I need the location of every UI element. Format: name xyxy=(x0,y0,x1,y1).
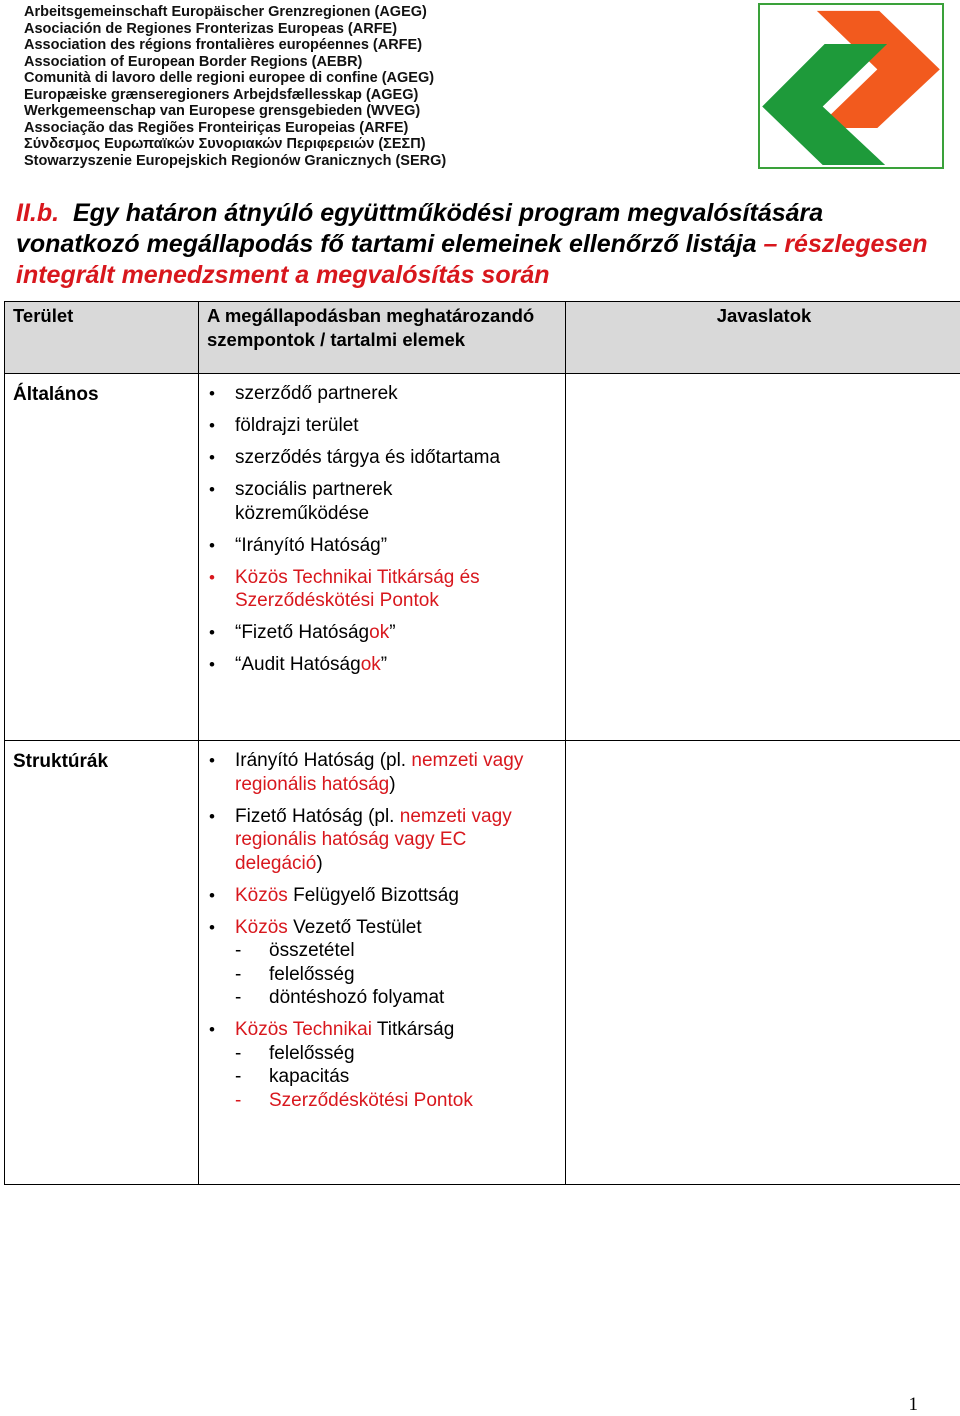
area-structures: Struktúrák xyxy=(5,741,199,1185)
sub-item: - Szerződéskötési Pontok xyxy=(235,1089,473,1111)
list-item: • Közös Felügyelő Bizottság xyxy=(199,884,565,908)
org-name: Asociación de Regiones Fronterizas Europeas (ARFE) xyxy=(24,20,398,37)
structures-elements-cell xyxy=(199,741,566,1185)
header-suggestions: Javaslatok xyxy=(566,302,960,374)
structures-suggestions-cell xyxy=(566,741,960,1185)
org-name: Europæiske grænseregioners Arbejdsfællesskap (AGEG) xyxy=(24,86,419,103)
title-line-2: vonatkozó megállapodás fő tartami elemeinek ellenőrző listája xyxy=(16,230,757,258)
aebr-logo xyxy=(758,3,944,169)
org-name: Associação das Regiões Fronteiriças Europeias (ARFE) xyxy=(24,119,409,136)
sub-item: - összetétel xyxy=(235,940,355,961)
general-suggestions-cell xyxy=(566,374,960,741)
org-name: Werkgemeenschap van Europese grensgebieden (WVEG) xyxy=(24,103,421,119)
list-item: • szociális partnerek közreműködése xyxy=(199,478,565,525)
title-line-3: részlegesen integrált menedzsment a megvalósítás során xyxy=(16,230,928,289)
list-item: • Közös Vezető Testület - összetétel - felelősség - döntéshozó folyamat xyxy=(199,916,565,1010)
list-item: • “Irányító Hatóság” xyxy=(199,534,565,558)
title-prefix: II.b. xyxy=(16,199,60,227)
sub-item: - kapacitás xyxy=(235,1066,350,1087)
arrow-logo-icon xyxy=(760,5,942,167)
title-line-1: Egy határon átnyúló együttműködési program megvalósítására xyxy=(72,199,824,227)
list-item: • földrajzi terület xyxy=(199,414,565,438)
sub-item: - felelősség xyxy=(235,963,355,985)
list-item: • Fizető Hatóság (pl. nemzeti vagy regionális hatóság vagy EC delegáció) xyxy=(199,805,565,876)
page-number: 1 xyxy=(908,1394,918,1415)
org-name: Association des régions frontalières européennes (ARFE) xyxy=(24,37,423,53)
sub-item: - felelősség xyxy=(235,1042,355,1064)
title-dash: – xyxy=(763,230,778,258)
organization-names xyxy=(24,4,446,169)
org-name: Association of European Border Regions (AEBR) xyxy=(24,53,363,70)
general-items xyxy=(199,374,565,677)
area-general: Általános xyxy=(5,374,199,741)
org-name: Stowarzyszenie Europejskich Regionów Granicznych (SERG) xyxy=(24,152,447,169)
list-item: • Közös Technikai Titkárság és Szerződéskötési Pontok xyxy=(199,566,565,613)
org-name: Arbeitsgemeinschaft Europäischer Grenzregionen (AGEG) xyxy=(24,4,427,20)
general-elements-cell xyxy=(199,374,566,741)
org-name: Comunità di lavoro delle regioni europee di confine (AGEG) xyxy=(24,70,435,86)
page-title xyxy=(16,198,936,291)
header-area: Terület xyxy=(5,302,199,374)
table-row xyxy=(5,741,960,1185)
checklist-table xyxy=(4,301,960,1185)
structures-items xyxy=(199,741,565,1112)
list-item: • “Audit Hatóságok” xyxy=(199,653,565,677)
org-name: Σύνδεσμος Ευρωπαϊκών Συνοριακών Περιφερειών (ΣΕΣΠ) xyxy=(24,136,426,152)
list-item: • szerződés tárgya és időtartama xyxy=(199,446,565,470)
list-item: • Irányító Hatóság (pl. nemzeti vagy regionális hatóság) xyxy=(199,749,565,796)
list-item: • Közös Technikai Titkárság - felelősség - kapacitás - Szerződéskötési Pontok xyxy=(199,1018,565,1112)
sub-item: - döntéshozó folyamat xyxy=(235,987,445,1008)
header-elements: A megállapodásban meghatározandó szempontok / tartalmi elemek xyxy=(199,302,566,374)
list-item: • szerződő partnerek xyxy=(199,382,565,406)
table-header-row xyxy=(5,302,960,374)
list-item: • “Fizető Hatóságok” xyxy=(199,621,565,645)
table-row xyxy=(5,374,960,741)
